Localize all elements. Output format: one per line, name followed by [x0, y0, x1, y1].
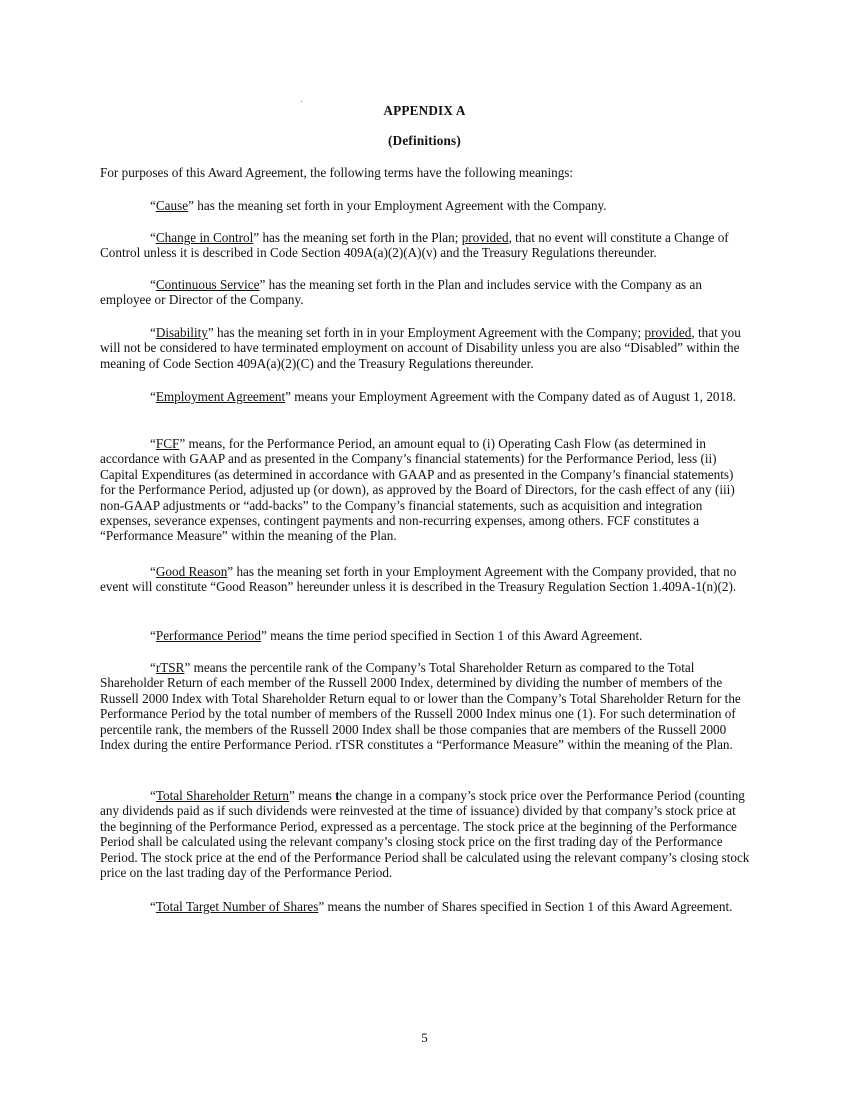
definition-text: ” has the meaning set forth in the Plan;: [253, 230, 462, 245]
definition-text: ” has the meaning set forth in in your Employment Agreement with the Company;: [207, 325, 645, 340]
term-fcf: FCF: [155, 436, 180, 451]
term-cause: Cause: [155, 198, 189, 213]
open-quote: “: [150, 436, 156, 451]
scan-speck: [301, 101, 302, 102]
definition-cause: [100, 198, 750, 213]
definition-employment-agreement: [100, 389, 750, 404]
definition-good-reason: [100, 564, 750, 595]
open-quote: “: [150, 788, 156, 803]
definition-fcf: [100, 436, 750, 544]
provided-word: provided: [644, 325, 692, 340]
definition-text: , that you will not be considered to have terminated employment on account of Disability unless you are also “Disabled” within the meaning of Code Section 409A(a)(2)(C) and the Treasury Regulations thereunder.: [100, 325, 741, 371]
open-quote: “: [150, 389, 156, 404]
definition-text: ” has the meaning set forth in your Employment Agreement with the Company.: [188, 198, 607, 213]
open-quote: “: [150, 198, 156, 213]
definition-text: ” means the percentile rank of the Company’s Total Shareholder Return as compared to the Total Shareholder Return of each member of the Russell 2000 Index, determined by dividing the number of members of the Russell 2000 Index with Total Shareholder Return equal to or lower than the Company’s Total Shareholder Return for the Performance Period by the total number of members of the Russell 2000 Index minus one (1). For such determination of percentile rank, the members of the Russell 2000 Index shall be those companies that are members of the Russell 2000 Index during the entire Performance Period. rTSR constitutes a “Performance Measure” within the meaning of the Plan.: [100, 660, 741, 753]
definition-change-in-control: [100, 230, 750, 261]
term-performance-period: Performance Period: [155, 628, 261, 643]
term-good-reason: Good Reason: [155, 564, 228, 579]
term-employment-agreement: Employment Agreement: [155, 389, 286, 404]
definition-performance-period: [100, 628, 750, 643]
definition-text: ” means the time period specified in Section 1 of this Award Agreement.: [260, 628, 643, 643]
definition-rtsr: [100, 660, 750, 752]
open-quote: “: [150, 230, 156, 245]
term-rtsr: rTSR: [155, 660, 185, 675]
term-total-shareholder-return: Total Shareholder Return: [155, 788, 289, 803]
open-quote: “: [150, 564, 156, 579]
definition-text: ” means the number of Shares specified in Section 1 of this Award Agreement.: [318, 899, 733, 914]
definition-text: he change in a company’s stock price over the Performance Period (counting any dividends paid as if such dividends were reinvested at the time of issuance) divided by that company’s stock price at the beginning of the Performance Period, expressed as a percentage. The stock price at the beginning of the Performance Period shall be calculated using the relevant company’s closing stock price on the first trading day of the Performance Period. The stock price at the end of the Performance Period shall be calculated using the relevant company’s closing stock price on the last trading day of the Performance Period.: [100, 788, 750, 881]
definition-text: ” has the meaning set forth in your Employment Agreement with the Company provided, that no event will constitute “Good Reason” hereunder unless it is described in the Treasury Regulation Section 1.409A-1(n)(2).: [100, 564, 737, 595]
open-quote: “: [150, 899, 156, 914]
provided-word: provided: [461, 230, 509, 245]
open-quote: “: [150, 628, 156, 643]
term-continuous-service: Continuous Service: [155, 277, 260, 292]
definition-text: ” has the meaning set forth in the Plan and includes service with the Company as an employee or Director of the Company.: [100, 277, 702, 308]
definition-continuous-service: [100, 277, 750, 308]
term-change-in-control: Change in Control: [155, 230, 254, 245]
term-disability: Disability: [155, 325, 208, 340]
intro-paragraph: For purposes of this Award Agreement, the following terms have the following meanings:: [100, 165, 574, 180]
bold-letter: t: [335, 788, 340, 803]
open-quote: “: [150, 277, 156, 292]
definition-text: ” means your Employment Agreement with the Company dated as of August 1, 2018.: [285, 389, 736, 404]
definition-disability: [100, 325, 750, 371]
page-number: 5: [421, 1030, 428, 1045]
appendix-subtitle: (Definitions): [388, 133, 461, 148]
definition-text: , that no event will constitute a Change of Control unless it is described in Code Section 409A(a)(2)(A)(v) and the Treasury Regulations thereunder.: [100, 230, 729, 261]
definition-total-shareholder-return: [100, 788, 750, 880]
term-total-target-number-of-shares: Total Target Number of Shares: [155, 899, 319, 914]
definition-text: ” means: [288, 788, 336, 803]
definition-text: ” means, for the Performance Period, an amount equal to (i) Operating Cash Flow (as determined in accordance with GAAP and as presented in the Company’s financial statements) for the Performance Period, less (ii) Capital Expenditures (as determined in accordance with GAAP and as presented in the Company’s financial statements) for the Performance Period, adjusted up (or down), as approved by the Board of Directors, for the cash effect of any (iii) non-GAAP adjustments or “add-backs” to the Company’s financial statements, such as acquisition and integration expenses, severance expenses, contingent payments and non-recurring expenses, among others. FCF constitutes a “Performance Measure” within the meaning of the Plan.: [100, 436, 735, 544]
appendix-title: APPENDIX A: [383, 103, 466, 118]
open-quote: “: [150, 325, 156, 340]
definition-total-target-number-of-shares: [100, 899, 750, 914]
open-quote: “: [150, 660, 156, 675]
